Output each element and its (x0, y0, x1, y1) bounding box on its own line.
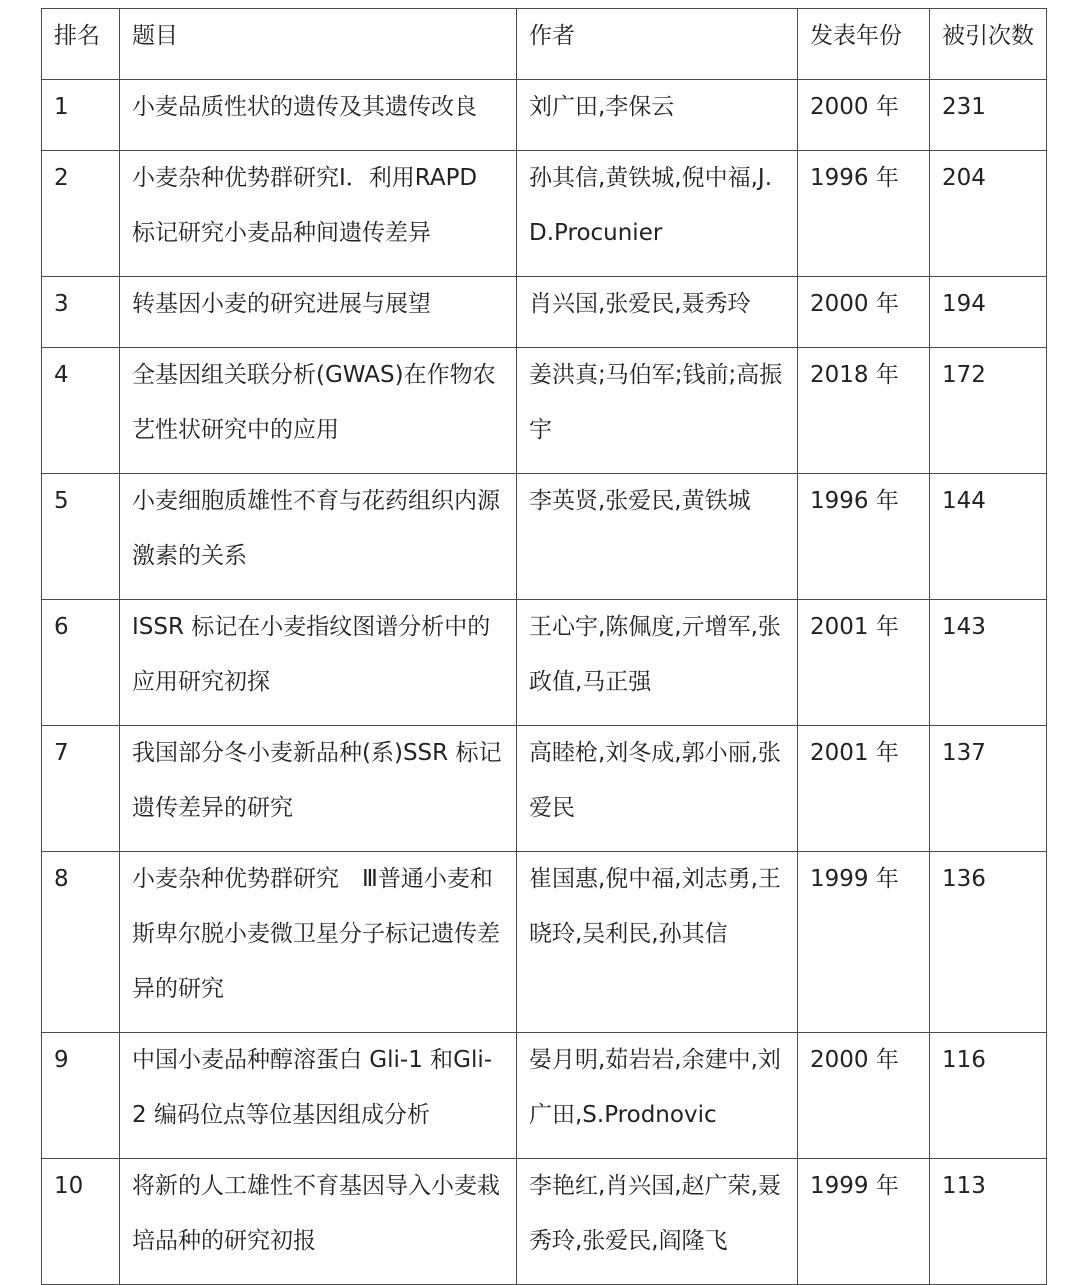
cell-title: 我国部分冬小麦新品种(系)SSR 标记遗传差异的研究 (120, 726, 517, 852)
table-row (42, 474, 1047, 600)
citation-ranking-table (41, 8, 1047, 1285)
cell-authors: 晏月明,茹岩岩,余建中,刘广田,S.Prodnovic (517, 1033, 798, 1159)
cell-citations: 204 (930, 151, 1047, 277)
cell-rank: 8 (42, 852, 120, 1033)
cell-authors: 肖兴国,张爱民,聂秀玲 (517, 277, 798, 348)
cell-citations: 231 (930, 80, 1047, 151)
table-row (42, 1159, 1047, 1285)
cell-year: 2001 年 (798, 726, 930, 852)
table-row (42, 80, 1047, 151)
cell-year: 2000 年 (798, 1033, 930, 1159)
cell-year: 2001 年 (798, 600, 930, 726)
cell-citations: 137 (930, 726, 1047, 852)
cell-year: 1999 年 (798, 1159, 930, 1285)
header-title: 题目 (120, 9, 517, 80)
cell-authors: 孙其信,黄铁城,倪中福,J.D.Procunier (517, 151, 798, 277)
cell-year: 1999 年 (798, 852, 930, 1033)
cell-rank: 7 (42, 726, 120, 852)
cell-authors: 姜洪真;马伯军;钱前;高振宇 (517, 348, 798, 474)
table-row (42, 277, 1047, 348)
cell-authors: 王心宇,陈佩度,亓增军,张政值,马正强 (517, 600, 798, 726)
cell-rank: 10 (42, 1159, 120, 1285)
header-citations: 被引次数 (930, 9, 1047, 80)
cell-rank: 3 (42, 277, 120, 348)
cell-rank: 2 (42, 151, 120, 277)
cell-title: 转基因小麦的研究进展与展望 (120, 277, 517, 348)
cell-title: 将新的人工雄性不育基因导入小麦栽培品种的研究初报 (120, 1159, 517, 1285)
cell-title: 小麦细胞质雄性不育与花药组织内源激素的关系 (120, 474, 517, 600)
cell-citations: 172 (930, 348, 1047, 474)
cell-authors: 崔国惠,倪中福,刘志勇,王晓玲,吴利民,孙其信 (517, 852, 798, 1033)
cell-authors: 刘广田,李保云 (517, 80, 798, 151)
cell-title: 中国小麦品种醇溶蛋白 Gli-1 和Gli-2 编码位点等位基因组成分析 (120, 1033, 517, 1159)
table-row (42, 151, 1047, 277)
cell-year: 2000 年 (798, 80, 930, 151)
cell-authors: 李英贤,张爱民,黄铁城 (517, 474, 798, 600)
cell-year: 2000 年 (798, 277, 930, 348)
cell-citations: 113 (930, 1159, 1047, 1285)
table-row (42, 600, 1047, 726)
table-row (42, 1033, 1047, 1159)
header-rank: 排名 (42, 9, 120, 80)
header-authors: 作者 (517, 9, 798, 80)
cell-rank: 9 (42, 1033, 120, 1159)
cell-authors: 高睦枪,刘冬成,郭小丽,张爱民 (517, 726, 798, 852)
cell-citations: 194 (930, 277, 1047, 348)
cell-citations: 143 (930, 600, 1047, 726)
cell-citations: 136 (930, 852, 1047, 1033)
cell-rank: 4 (42, 348, 120, 474)
cell-rank: 1 (42, 80, 120, 151)
cell-citations: 116 (930, 1033, 1047, 1159)
cell-year: 1996 年 (798, 151, 930, 277)
table-row (42, 852, 1047, 1033)
cell-rank: 5 (42, 474, 120, 600)
cell-title: 全基因组关联分析(GWAS)在作物农艺性状研究中的应用 (120, 348, 517, 474)
cell-title: ISSR 标记在小麦指纹图谱分析中的应用研究初探 (120, 600, 517, 726)
cell-citations: 144 (930, 474, 1047, 600)
cell-title: 小麦杂种优势群研究 Ⅲ普通小麦和斯卑尔脱小麦微卫星分子标记遗传差异的研究 (120, 852, 517, 1033)
table-row (42, 348, 1047, 474)
cell-authors: 李艳红,肖兴国,赵广荣,聂秀玲,张爱民,阎隆飞 (517, 1159, 798, 1285)
header-year: 发表年份 (798, 9, 930, 80)
cell-year: 2018 年 (798, 348, 930, 474)
table-header-row (42, 9, 1047, 80)
cell-title: 小麦杂种优势群研究Ⅰ．利用RAPD 标记研究小麦品种间遗传差异 (120, 151, 517, 277)
table-row (42, 726, 1047, 852)
cell-rank: 6 (42, 600, 120, 726)
cell-year: 1996 年 (798, 474, 930, 600)
cell-title: 小麦品质性状的遗传及其遗传改良 (120, 80, 517, 151)
